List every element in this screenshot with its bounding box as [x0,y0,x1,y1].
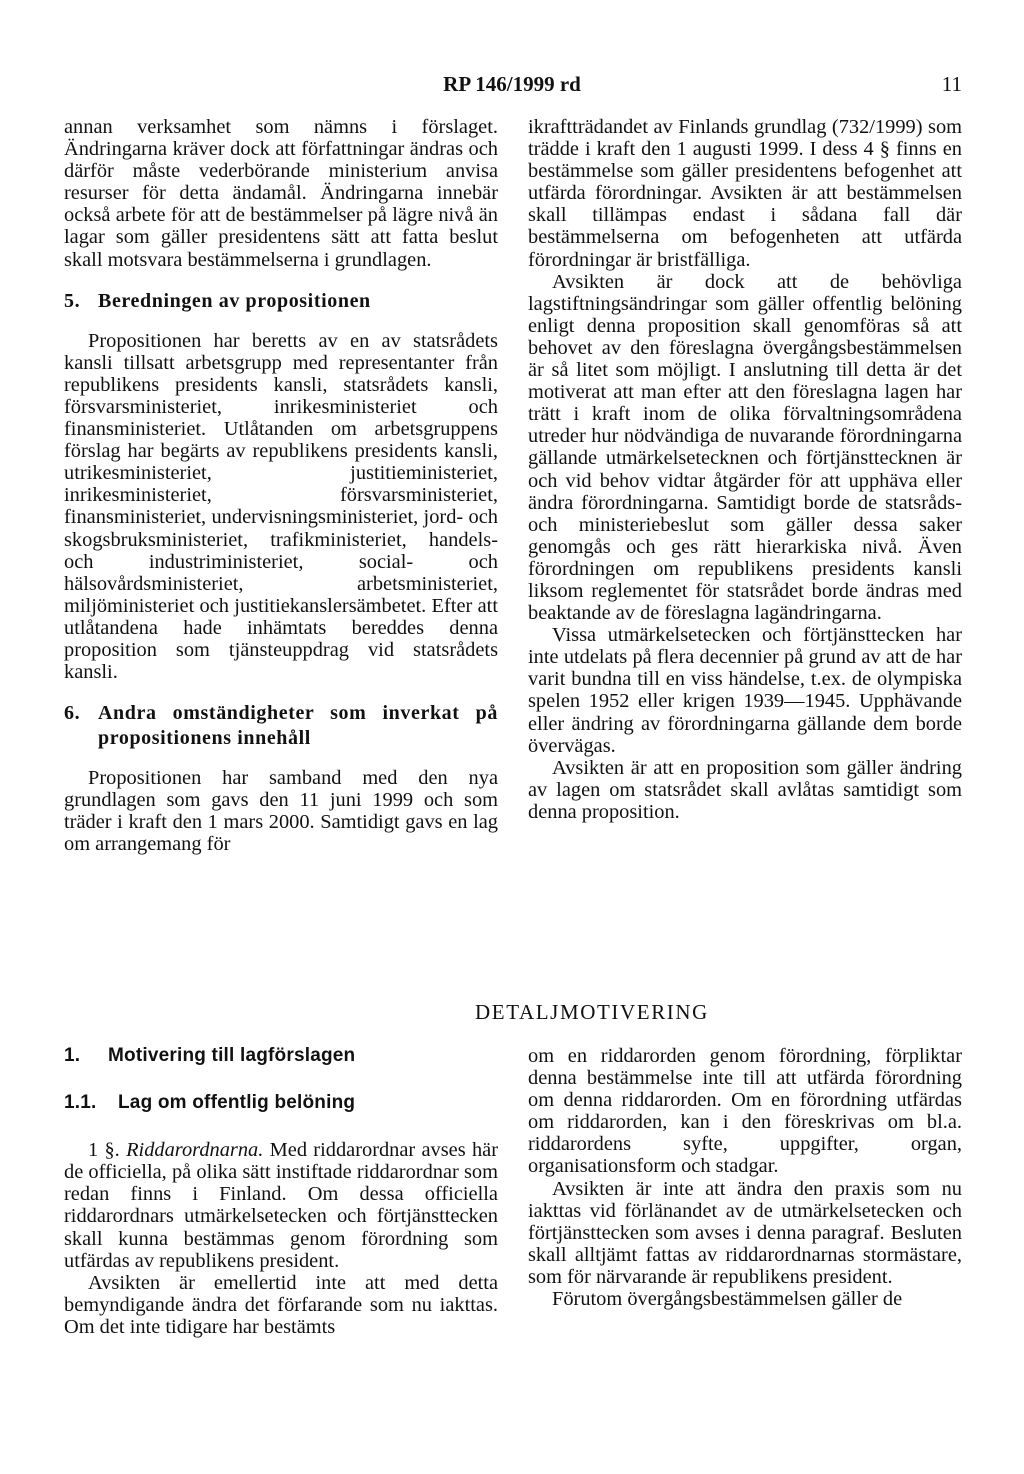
heading-text: Lag om offentlig belöning [118,1092,356,1114]
paragraph: Avsikten är inte att ändra den praxis som nu iakttas vid förlänandet av de utmärkelsetecken och förtjänsttecken som avses i denna paragraf. Besluten skall alltjämt fattas av riddarordnarnas stormästare, som för närvarande är republikens president. [528,1177,962,1288]
left-column-top [64,116,498,856]
paragraph-section-sign: 1 §. [88,1139,120,1162]
paragraph: ikraftträdandet av Finlands grundlag (732/1999) som trädde i kraft den 1 augusti 1999. I dess 4 § finns en bestämmelse som gäller presidentens befogenhet att utfärda förordningar. Avsikten är att bestämmelsen skall tillämpas endast i sådana fall där bestämmelserna om befogenheten att utfärda förordningar är bristfälliga. [528,116,962,271]
paragraph: Förutom övergångsbestämmelsen gäller de [552,1288,903,1311]
paragraph-italic-term: Riddarordnarna. [126,1139,264,1162]
paragraph: Propositionen har samband med den nya grundlagen som gavs den 11 juni 1999 och som träder i kraft den 1 mars 2000. Samtidigt gavs en lag om arrangemang för [64,767,498,856]
heading-text: Andra omständigheter som inverkat på propositionens innehåll [98,702,498,750]
paragraph: Vissa utmärkelsetecken och förtjänsttecken har inte utdelats på flera decennier på grund av att de har varit bundna till en viss händelse, t.ex. de olympiska spelen 1952 eller krigen 1939—1945. Upphävande eller ändring av förordningarna gällande dem borde övervägas. [528,624,962,757]
paragraph-body: Med riddarordnar avses här de officiella, på olika sätt instiftade riddarordnar som redan finns i Finland. Om dessa officiella riddarordnars utmärkelsetecken och förtjänsttecken skall kunna bestämmas genom förordning som utfärdas av republikens president. [64,1139,498,1272]
page-number: 11 [941,72,962,96]
left-column-bottom [64,1045,498,1338]
paragraph: Propositionen har beretts av en av statsrådets kansli tillsatt arbetsgrupp med representanter från republikens presidents kansli, statsrådets kansli, försvarsministeriet, inrikesministeriet och finansministeriet. Utlåtanden om arbetsgruppens förslag har begärts av republikens presidents kansli, utrikesministeriet, justitieministeriet, inrikesministeriet, försvarsministeriet, finansministeriet, undervisningsministeriet, jord- och skogsbruksministeriet, trafikministeriet, handels- och industriministeriet, social- och hälsovårdsministeriet, arbetsministeriet, miljöministeriet och justitiekanslersämbetet. Efter att utlåtandena hade inhämtats bereddes denna proposition som tjänsteuppdrag vid statsrådets kansli. [64,329,498,684]
heading-number: 1. [64,1045,81,1066]
paragraph: Avsikten är dock att de behövliga lagstiftningsändringar som gäller offentlig belöning enligt denna proposition skall genomföras så att behovet av den föreslagna övergångsbestämmelsen är så litet som möjligt. I anslutning till detta är det motiverat att man efter att den föreslagna lagen har trätt i kraft inom de olika förvaltningsområdena utreder hur nödvändiga de nuvarande förordningarna gällande utmärkelsetecknen och förtjänsttecknen är och vid behov vidtar åtgärder för att upphäva eller ändra förordningarna. Samtidigt borde de statsråds- och ministeriebeslut som gäller dessa saker genomgås och ges rätt hierarkiska nivå. Även förordningen om republikens presidents kansli liksom reglementet för statsrådet borde ändras med beaktande av de föreslagna lagändringarna. [528,270,962,625]
heading-number: 6. [64,702,81,725]
heading-text: Motivering till lagförslagen [108,1045,356,1066]
document-id: RP 146/1999 rd [443,72,581,96]
right-column-bottom [528,1045,962,1310]
heading-number: 1.1. [64,1092,97,1114]
section-heading-6 [64,701,498,751]
paragraph: om en riddarorden genom förordning, förpliktar denna bestämmelse inte till att utfärda förordning om denna riddarorden. Om en förordning utfärdas om riddarorden, kan i den föreskrivas om bl.a. riddarordens syfte, uppgifter, organ, organisationsform och stadgar. [528,1045,962,1178]
right-column-top [528,116,962,823]
heading-text: Beredningen av propositionen [98,289,371,312]
heading-number: 5. [64,289,81,312]
section-title: DETALJMOTIVERING [475,1000,709,1024]
paragraph [64,1139,498,1272]
paragraph: Avsikten är emellertid inte att med detta bemyndigande ändra det förfarande som nu iakttas. Om det inte tidigare har bestämts [64,1271,498,1338]
section-heading-5 [64,289,498,314]
paragraph: annan verksamhet som nämns i förslaget. Ändringarna kräver dock att författningar ändras och därför måste vederbörande ministerium anvisa resurser för detta ändamål. Ändringarna innebär också arbete för att de bestämmelser på lägre nivå än lagar som gäller presidentens sätt att fatta beslut skall motsvara bestämmelserna i grundlagen. [64,116,498,271]
page-header [0,72,1024,102]
subsection-heading-1 [64,1045,498,1067]
subsection-heading-1-1 [64,1092,498,1114]
paragraph: Avsikten är att en proposition som gäller ändring av lagen om statsrådet skall avlåtas samtidigt som denna proposition. [528,756,962,823]
